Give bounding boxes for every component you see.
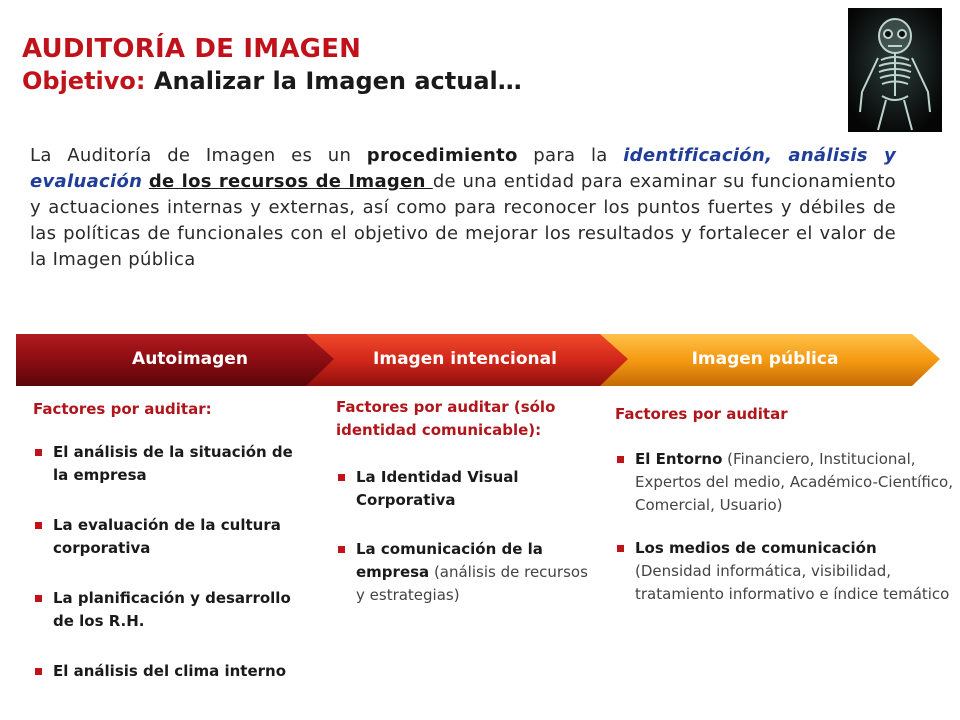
item-detail: (análisis de recursos y estrategias): [356, 563, 588, 604]
column-header: Factores por auditar (sólo identidad comunicable):: [336, 398, 556, 439]
list-item: [33, 514, 313, 560]
factor-list: [615, 448, 955, 606]
bullet-square-icon: [35, 522, 42, 529]
item-bold: Los medios de comunicación: [635, 539, 877, 557]
item-detail: (Financiero, Institucional, Expertos del medio, Académico-Científico, Comercial, Usuario): [635, 450, 953, 514]
item-bold: El análisis de la situación de la empresa: [53, 443, 293, 484]
column-header: Factores por auditar:: [33, 400, 212, 418]
bullet-square-icon: [338, 546, 345, 553]
item-bold: La Identidad Visual Corporativa: [356, 468, 519, 509]
bullet-square-icon: [617, 456, 624, 463]
list-item: [33, 587, 313, 633]
bullet-square-icon: [338, 474, 345, 481]
column-autoimagen: [33, 398, 313, 683]
column-publica: [615, 403, 955, 606]
list-item: [33, 660, 313, 683]
item-detail: (Densidad informática, visibilidad, tratamiento informativo e índice temático: [635, 562, 950, 603]
intro-text-2: para la: [517, 145, 624, 166]
item-bold: El análisis del clima interno: [53, 662, 287, 680]
intro-paragraph: [30, 143, 896, 273]
bullet-square-icon: [35, 668, 42, 675]
intro-bold-procedimiento: procedimiento: [366, 145, 518, 166]
stage-label-autoimagen: Autoimagen: [132, 349, 248, 369]
item-bold: La evaluación de la cultura corporativa: [53, 516, 281, 557]
bullet-square-icon: [35, 595, 42, 602]
intro-text-1: La Auditoría de Imagen es un: [30, 145, 367, 166]
stage-label-publica: Imagen pública: [691, 349, 839, 369]
factor-list: [33, 441, 313, 683]
list-item: [615, 448, 955, 517]
column-intencional: [336, 396, 598, 607]
objective-label: Objetivo:: [22, 67, 146, 95]
column-header: Factores por auditar: [615, 405, 788, 423]
page-title: AUDITORÍA DE IMAGEN: [22, 34, 362, 64]
intro-underline: de los recursos de Imagen: [148, 171, 433, 192]
intro-highlight: identificación, análisis y evaluación: [30, 145, 897, 192]
bullet-square-icon: [35, 449, 42, 456]
factor-list: [336, 466, 598, 607]
stage-label-intencional: Imagen intencional: [373, 349, 557, 369]
title-block: [22, 34, 522, 98]
item-bold: El Entorno: [635, 450, 723, 468]
intro-text-4: de una entidad para examinar su funcionamiento y actuaciones internas y externas, así como para reconocer los puntos fuertes y débiles de las políticas de funcionales con el objetivo de mejorar los resultados y fortalecer el valor de la Imagen pública: [30, 171, 896, 270]
page-subtitle: [22, 64, 522, 98]
list-item: [33, 441, 313, 487]
objective-text: Analizar la Imagen actual…: [153, 67, 522, 95]
list-item: [336, 466, 598, 512]
item-bold: La planificación y desarrollo de los R.H.: [53, 589, 291, 630]
list-item: [615, 537, 955, 606]
item-bold: La comunicación de la empresa: [356, 540, 543, 581]
bullet-square-icon: [617, 545, 624, 552]
xray-skeleton-icon: [848, 8, 942, 132]
list-item: [336, 538, 598, 607]
